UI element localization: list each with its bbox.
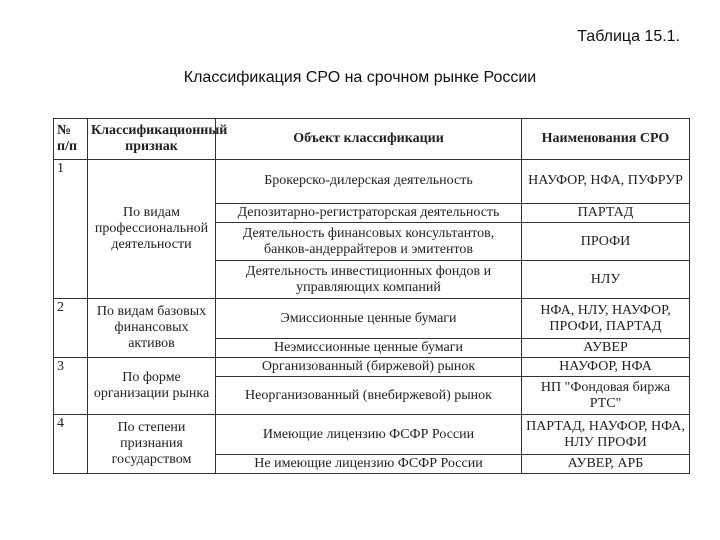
classification-object: Неэмиссионные ценные бумаги [216, 339, 522, 358]
table-row [54, 160, 690, 204]
document-title: Классификация СРО на срочном рынке России [183, 69, 537, 86]
classification-object: Не имеющие лицензию ФСФР России [216, 455, 522, 474]
classification-feature: По видам профессиональной деятельности [88, 160, 216, 299]
table-number-caption: Таблица 15.1. [577, 28, 680, 45]
table-row [54, 415, 690, 455]
classification-object: Брокерско-дилерская деятельность [216, 160, 522, 204]
sro-names: ПАРТАД [522, 204, 690, 223]
group-number: 1 [54, 160, 88, 299]
classification-object: Депозитарно-регистраторская деятельность [216, 204, 522, 223]
header-feature: Классификационный признак [88, 119, 216, 160]
sro-names: НЛУ [522, 261, 690, 299]
group-number: 3 [54, 358, 88, 415]
sro-names: АУВЕР, АРБ [522, 455, 690, 474]
classification-feature: По форме организации рынка [88, 358, 216, 415]
classification-feature: По видам базовых финансовых активов [88, 299, 216, 358]
sro-names: ПРОФИ [522, 223, 690, 261]
table-row [54, 299, 690, 339]
classification-object: Деятельность финансовых консультантов, банков-андеррайтеров и эмитентов [216, 223, 522, 261]
sro-names: НП "Фондовая биржа РТС" [522, 377, 690, 415]
sro-names: НФА, НЛУ, НАУФОР, ПРОФИ, ПАРТАД [522, 299, 690, 339]
sro-names: НАУФОР, НФА [522, 358, 690, 377]
header-num: № п/п [54, 119, 88, 160]
header-name: Наименования СРО [522, 119, 690, 160]
classification-object: Деятельность инвестиционных фондов и управляющих компаний [216, 261, 522, 299]
classification-feature: По степени признания государством [88, 415, 216, 474]
classification-object: Неорганизованный (внебиржевой) рынок [216, 377, 522, 415]
header-object: Объект классификации [216, 119, 522, 160]
classification-table [53, 118, 690, 474]
table-row [54, 358, 690, 377]
sro-names: АУВЕР [522, 339, 690, 358]
classification-object: Эмиссионные ценные бумаги [216, 299, 522, 339]
sro-names: ПАРТАД, НАУФОР, НФА, НЛУ ПРОФИ [522, 415, 690, 455]
sro-names: НАУФОР, НФА, ПУФРУР [522, 160, 690, 204]
table-header-row [54, 119, 690, 160]
classification-object: Имеющие лицензию ФСФР России [216, 415, 522, 455]
classification-object: Организованный (биржевой) рынок [216, 358, 522, 377]
group-number: 4 [54, 415, 88, 474]
group-number: 2 [54, 299, 88, 358]
